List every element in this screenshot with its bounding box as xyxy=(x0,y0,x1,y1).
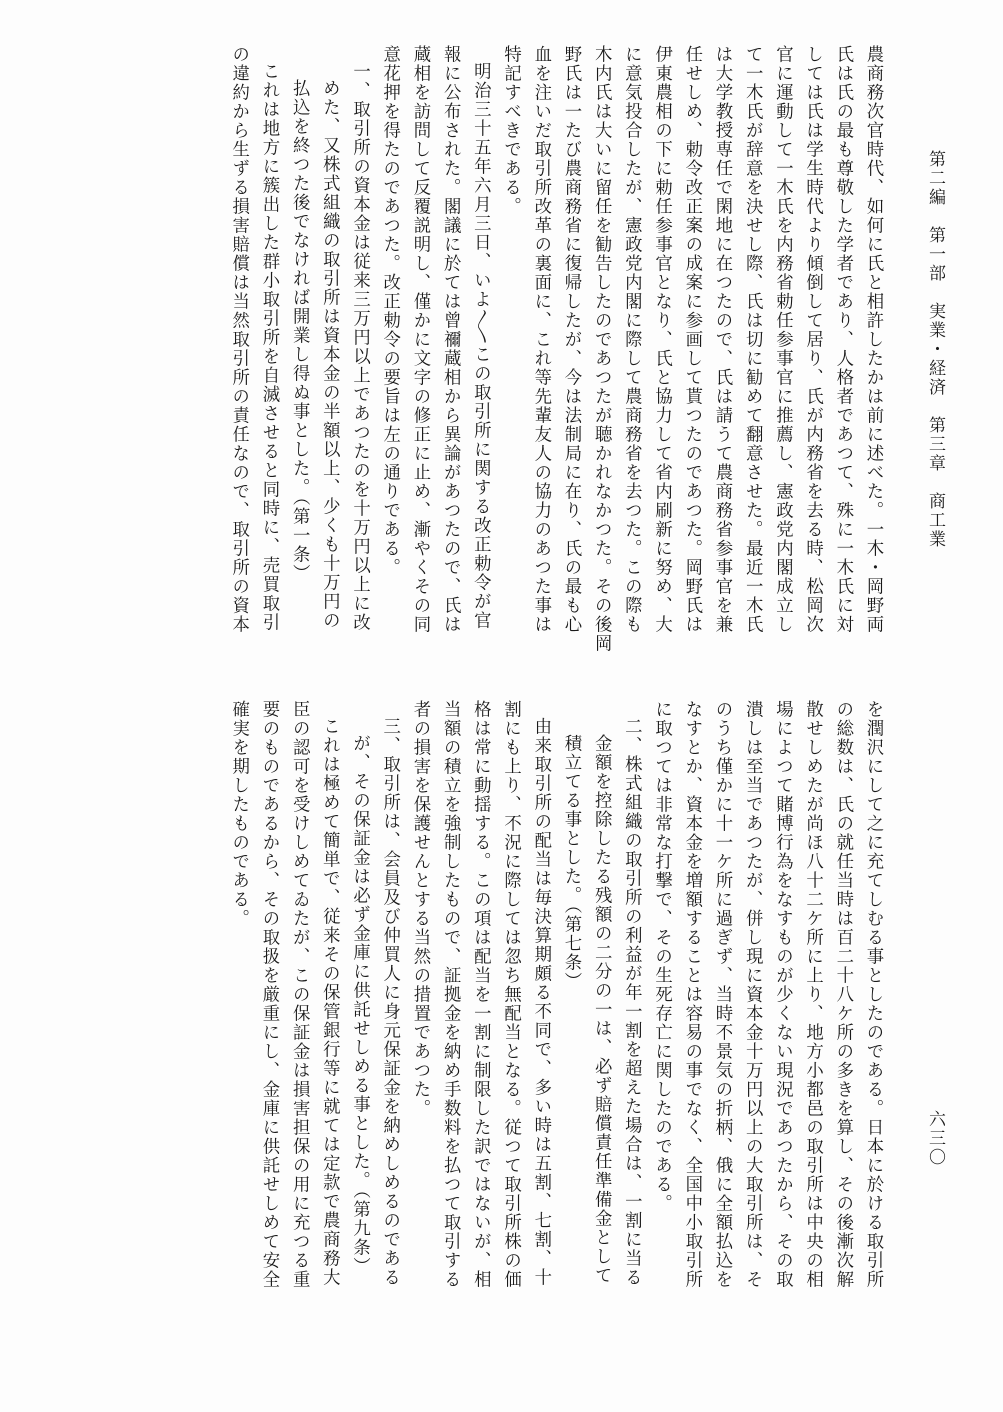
text-column: 氏は氏の最も尊敬した学者であり、人格者であつて、殊に一木氏に対 xyxy=(832,45,853,634)
text-column: 割にも上り、不況に際しては忽ち無配当となる。従つて取引所株の価 xyxy=(500,700,521,1289)
text-column: に意気投合したが、憲政党内閣に際して農商務省を去つた。この際も xyxy=(621,45,642,634)
text-column: 由来取引所の配当は毎決算期頗る不同で、多い時は五割、七割、十 xyxy=(530,717,551,1287)
text-column: 農商務次官時代、如何に氏と相許したかは前に述べた。一木・岡野両 xyxy=(863,45,883,634)
text-column: が、その保証金は必ず金庫に供託せしめる事とした。（第九条） xyxy=(349,734,370,1277)
text-column: 野氏は一たび農商務省に復帰したが、今は法制局に在り、氏の最も心 xyxy=(560,45,581,634)
text-column: 三、取引所は、会員及び仲買人に身元保証金を納めしめるのである xyxy=(379,717,400,1287)
text-column: は大学教授専任で閑地に在つたので、氏は請うて農商務省参事官を兼 xyxy=(711,45,732,634)
text-column: 意花押を得たのであつた。改正勅令の要旨は左の通りである。 xyxy=(379,45,400,577)
text-column: 伊東農相の下に勅任参事官となり、氏と協力して省内刷新に努め、大 xyxy=(651,45,672,634)
text-column: 二、株式組織の取引所の利益が年一割を超えた場合は、一割に当る xyxy=(621,717,642,1287)
text-column: 一、取引所の資本金は従来三万円以上であつたのを十万円以上に改 xyxy=(349,62,370,632)
running-header: 第二編 第一部 実業・経済 第三章 商工業 xyxy=(925,150,945,549)
text-column: 報に公布された。閣議に於ては曾禰蔵相から異論があつたので、氏は xyxy=(440,45,461,634)
text-column: 金額を控除したる残額の二分の一は、必ず賠償責任準備金として xyxy=(591,734,612,1285)
text-column: 特記すべきである。 xyxy=(500,45,521,216)
text-column: 臣の認可を受けしめてゐたが、この保証金は損害担保の用に充つる重 xyxy=(289,700,310,1289)
text-column: なすとか、資本金を増額することは容易の事でなく、全国中小取引所 xyxy=(681,700,702,1289)
text-column: の違約から生ずる損害賠償は当然取引所の責任なので、取引所の資本 xyxy=(228,45,249,634)
text-column: これは地方に簇出した群小取引所を自滅させると同時に、売買取引 xyxy=(258,62,279,632)
text-column: 者の損害を保護せんとする当然の措置であつた。 xyxy=(409,700,430,1118)
text-column: に取つては非常な打撃で、その生死存亡に関したのである。 xyxy=(651,700,672,1213)
text-column: 場によつて賭博行為をなすものが少くない現況であつたから、その取 xyxy=(772,700,793,1289)
text-column: 木内氏は大いに留任を勧告したのであつたが聴かれなかつた。その後岡 xyxy=(591,45,612,653)
text-column: 任せしめ、勅令改正案の成案に参画して貰つたのであつた。岡野氏は xyxy=(681,45,702,634)
page-number: 六三〇 xyxy=(925,1110,945,1167)
text-column: のうち僅かに十一ケ所に過ぎず、当時不景気の折柄、俄に全額払込を xyxy=(711,700,732,1289)
text-column: 蔵相を訪問して反覆説明し、僅かに文字の修正に止め、漸やくその同 xyxy=(409,45,430,634)
text-column: を潤沢にして之に充てしむる事としたのである。日本に於ける取引所 xyxy=(863,700,883,1289)
upper-text-block xyxy=(80,45,888,665)
text-column: 官に運動して一木氏を内務省勅任参事官に推薦し、憲政党内閣成立し xyxy=(772,45,793,634)
text-column: て一木氏が辞意を決せし際、氏は切に勧めて翻意させた。最近一木氏 xyxy=(742,45,763,634)
text-column: の総数は、氏の就任当時は百二十八ケ所の多きを算し、その後漸次解 xyxy=(832,700,853,1289)
text-column: 明治三十五年六月三日、いよ〳〵この取引所に関する改正勅令が官 xyxy=(470,62,491,631)
text-column: 潰しは至当であつたが、併し現に資本金十万円以上の大取引所は、そ xyxy=(742,700,763,1289)
text-column: 払込を終つた後でなければ開業し得ぬ事とした。（第一条） xyxy=(289,79,310,584)
text-column: しては氏は学生時代より傾倒して居り、氏が内務省を去る時、松岡次 xyxy=(802,45,823,634)
lower-text-block xyxy=(80,700,888,1340)
text-column: 当額の積立を強制したもので、証拠金を納め手数料を払つて取引する xyxy=(440,700,461,1289)
text-column: 積立てる事とした。（第七条） xyxy=(560,734,581,992)
text-column: 要のものであるから、その取扱を厳重にし、金庫に供託せしめて安全 xyxy=(258,700,279,1289)
text-column: これは極めて簡単で、従来その保管銀行等に就ては定款で農商務大 xyxy=(319,717,340,1287)
text-column: 散せしめたが尚ほ八十二ケ所に上り、地方小都邑の取引所は中央の相 xyxy=(802,700,823,1289)
text-column: 血を注いだ取引所改革の裏面に、これ等先輩友人の協力のあつた事は xyxy=(530,45,551,634)
text-column: 格は常に動揺する。この項は配当を一割に制限した訳ではないが、相 xyxy=(470,700,491,1289)
text-column: めた、又株式組織の取引所は資本金の半額以上、少くも十万円の xyxy=(319,79,340,630)
text-column: 確実を期したものである。 xyxy=(228,700,249,928)
